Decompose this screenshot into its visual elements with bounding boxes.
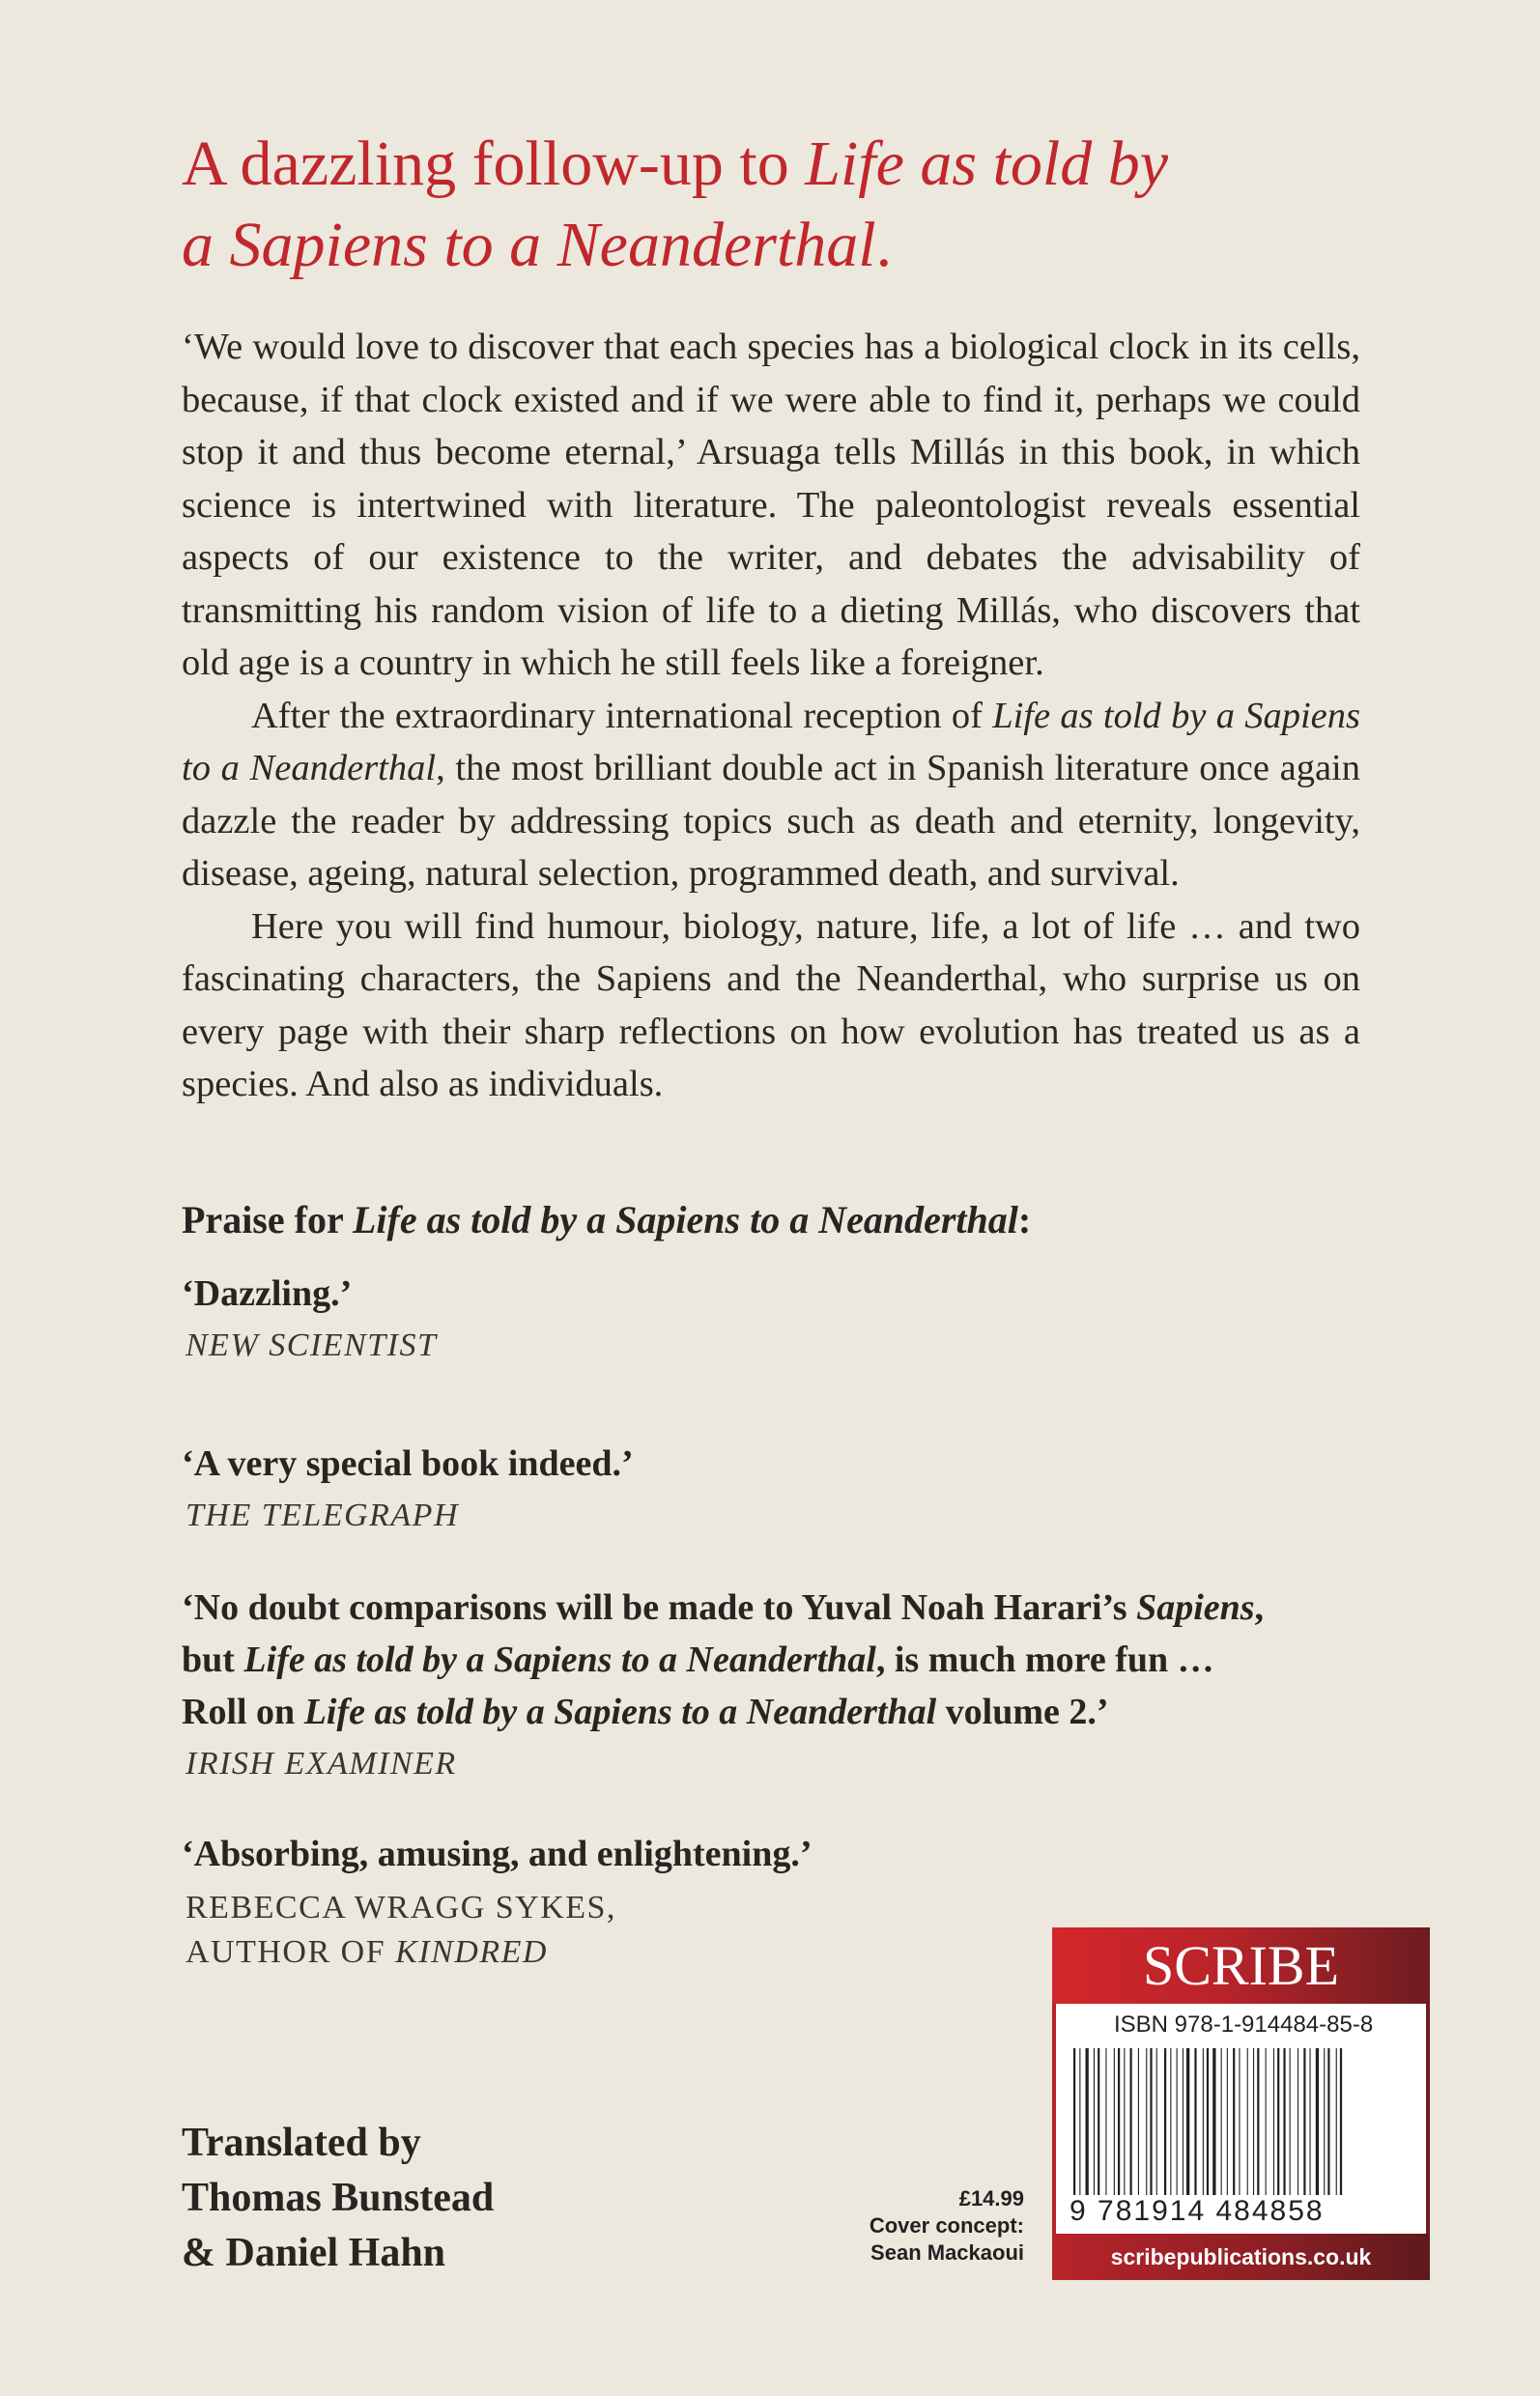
scribe-logo: SCRIBE (1052, 1927, 1430, 2004)
barcode-bar (1079, 2048, 1080, 2195)
barcode-bar (1290, 2048, 1291, 2195)
barcode-bar (1277, 2048, 1279, 2195)
blurb (182, 321, 1360, 1111)
headline-end: . (875, 210, 893, 280)
translator-credit (182, 2116, 494, 2281)
barcode-bar (1118, 2048, 1120, 2195)
blurb-p2-title: Life as told by a Sapiens to a Neanderthal (182, 695, 1360, 788)
quote-1-source: NEW SCIENTIST (185, 1327, 438, 1363)
barcode-bar (1177, 2048, 1178, 2195)
translator-1: Thomas Bunstead (182, 2176, 495, 2220)
publisher-barcode-box (1052, 1927, 1430, 2280)
quote-3-title-3: Life as told by a Sapiens to a Neanderthal (303, 1692, 937, 1732)
translated-by-label: Translated by (182, 2121, 421, 2165)
barcode-bar (1138, 2048, 1139, 2195)
barcode-bar (1316, 2048, 1319, 2195)
barcode-digits: 9 781914 484858 (1069, 2195, 1325, 2227)
quote-3-source: IRISH EXAMINER (185, 1746, 457, 1782)
barcode-bar (1212, 2048, 1215, 2195)
barcode-bar (1203, 2048, 1204, 2195)
barcode-bar (1257, 2048, 1259, 2195)
barcode-icon (1073, 2048, 1416, 2195)
barcode-bar (1183, 2048, 1184, 2195)
cover-concept-name: Sean Mackaoui (870, 2240, 1024, 2265)
quote-2-text: ‘A very special book indeed.’ (182, 1443, 634, 1484)
quote-3-a: ‘No doubt comparisons will be made to Yuval Noah Harari’s (182, 1587, 1137, 1628)
barcode-bar (1221, 2048, 1222, 2195)
barcode-area (1052, 2004, 1430, 2234)
barcode-bar (1273, 2048, 1274, 2195)
barcode-bar (1239, 2048, 1240, 2195)
barcode-bar (1114, 2048, 1115, 2195)
headline (182, 124, 1389, 286)
quote-4-source-author-of: AUTHOR OF (185, 1934, 396, 1970)
blurb-p2-rest: , the most brilliant double act in Spanish literature once again dazzle the reader by addressing topics such as death and eternity, longevity, disease, ageing, natural selection, programmed death, and survival. (182, 748, 1360, 894)
quote-3-line-3 (182, 1686, 1399, 1738)
price: £14.99 (958, 2186, 1024, 2211)
barcode-bar (1094, 2048, 1095, 2195)
barcode-bar (1233, 2048, 1235, 2195)
barcode-bar (1124, 2048, 1125, 2195)
quote-1-text: ‘Dazzling.’ (182, 1273, 353, 1314)
quote-3 (182, 1582, 1399, 1788)
barcode-bar (1310, 2048, 1311, 2195)
barcode-bar (1186, 2048, 1189, 2195)
barcode-bar (1130, 2048, 1132, 2195)
quote-3-title-sapiens: Sapiens (1136, 1587, 1255, 1628)
quote-3-title-2: Life as told by a Sapiens to a Neanderthal (243, 1640, 876, 1680)
isbn-text: ISBN 978-1-914484-85-8 (1114, 2011, 1374, 2038)
quote-2 (182, 1438, 1399, 1540)
barcode-bar (1227, 2048, 1228, 2195)
barcode-bar (1266, 2048, 1267, 2195)
barcode-bar (1247, 2048, 1248, 2195)
quote-3-but: but (182, 1640, 244, 1680)
barcode-bar (1340, 2048, 1342, 2195)
barcode-bar (1324, 2048, 1325, 2195)
praise-heading-end: : (1017, 1198, 1032, 1241)
price-block (817, 2185, 1024, 2267)
praise-heading-title: Life as told by a Sapiens to a Neanderthal (352, 1198, 1018, 1241)
quote-3-b: , (1254, 1587, 1265, 1628)
quote-4-source-line-1: REBECCA WRAGG SYKES, (185, 1890, 616, 1925)
barcode-bar (1336, 2048, 1337, 2195)
barcode-bar (1283, 2048, 1285, 2195)
barcode-bar (1073, 2048, 1075, 2195)
blurb-paragraph-1: ‘We would love to discover that each species has a biological clock in its cells, because, if that clock existed and if we were able to find it, perhaps we could stop it and thus become eternal,’ Arsuaga tells Millás in this book, in which science is intertwined with literature. The paleontologist reveals essential aspects of our existence to the writer, and debates the advisability of transmitting his random vision of life to a dieting Millás, who discovers that old age is a country in which he still feels like a foreigner. (182, 327, 1360, 683)
blurb-paragraph-3: Here you will find humour, biology, nature, life, a lot of life … and two fascinating characters, the Sapiens and the Neanderthal, who surprise us on every page with their sharp reflections on how evolution has treated us as a species. And also as individuals. (182, 905, 1360, 1104)
barcode-bar (1207, 2048, 1209, 2195)
barcode-bar (1303, 2048, 1305, 2195)
barcode-bar (1164, 2048, 1166, 2195)
barcode-bar (1156, 2048, 1157, 2195)
barcode-bar (1146, 2048, 1147, 2195)
barcode-bar (1150, 2048, 1152, 2195)
blurb-p2-start: After the extraordinary international reception of (251, 695, 993, 736)
barcode-bar (1098, 2048, 1099, 2195)
barcode-bar (1105, 2048, 1106, 2195)
quote-1 (182, 1268, 1399, 1370)
praise-heading (182, 1193, 1031, 1247)
quote-3-d: Roll on (182, 1692, 304, 1732)
publisher-url: scribepublications.co.uk (1052, 2234, 1430, 2280)
cover-concept-label: Cover concept: (869, 2213, 1024, 2238)
blurb-paragraph-2 (182, 690, 1360, 900)
translator-2: & Daniel Hahn (182, 2231, 446, 2275)
headline-title-italic-2: a Sapiens to a Neanderthal (182, 210, 876, 280)
barcode-bar (1327, 2048, 1329, 2195)
headline-text: A dazzling follow-up to (182, 128, 806, 199)
barcode-bar (1170, 2048, 1171, 2195)
quote-4-text: ‘Absorbing, amusing, and enlightening.’ (182, 1834, 813, 1874)
quote-3-line-1 (182, 1582, 1399, 1634)
barcode-bar (1086, 2048, 1089, 2195)
quote-3-line-2 (182, 1634, 1399, 1686)
headline-title-italic-1: Life as told by (805, 128, 1169, 199)
barcode-bar (1253, 2048, 1254, 2195)
quote-2-source: THE TELEGRAPH (185, 1498, 459, 1533)
praise-heading-start: Praise for (182, 1198, 353, 1241)
quote-3-c: , is much more fun … (875, 1640, 1214, 1680)
quote-3-e: volume 2.’ (936, 1692, 1109, 1732)
barcode-bar (1194, 2048, 1196, 2195)
quote-4-source-title: KINDRED (395, 1934, 548, 1970)
